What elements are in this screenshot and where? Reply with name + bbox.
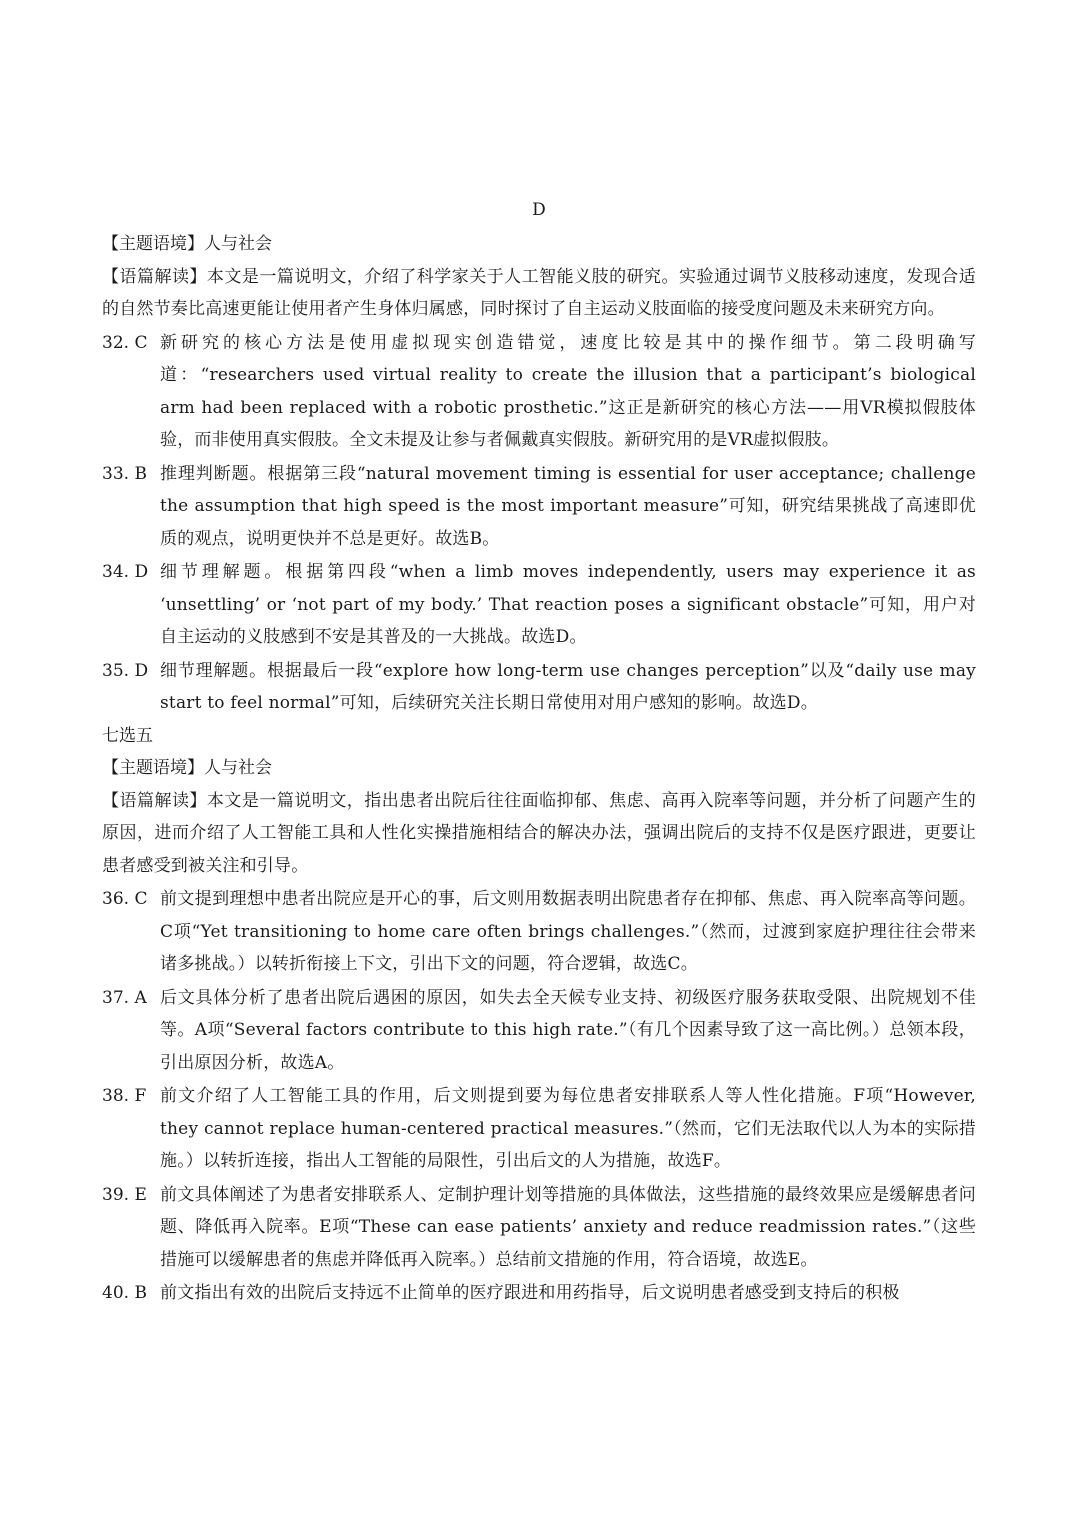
answer-explanation: 推理判断题。根据第三段“natural movement timing is essential for user acceptance; challenge the assumption that high speed is the most important measure”可知，研究结果挑战了高速即优质的观点，说明更快并不总是更好。故选B。 [160,463,976,549]
answer-explanation: 细节理解题。根据最后一段“explore how long-term use changes perception”以及“daily use may start to feel normal”可知，后续研究关注长期日常使用对用户感知的影响。故选D。 [160,660,976,713]
answer-number: 33. B [102,463,147,484]
answer-number: 34. D [102,562,149,582]
answer-item [102,327,976,457]
answer-item [102,556,976,654]
answer-number: 32. C [102,332,148,353]
answer-explanation: 前文指出有效的出院后支持远不止简单的医疗跟进和用药指导，后文说明患者感受到支持后的积极 [160,1283,900,1303]
answer-number: 35. D [102,660,149,681]
answer-explanation: 新研究的核心方法是使用虚拟现实创造错觉，速度比较是其中的操作细节。第二段明确写道：“researchers used virtual reality to create the illusion that a participant’s biological arm had been replaced with a robotic prosthetic.”这正是新研究的核心方法——用VR模拟假肢体验，而非使用真实假肢。全文未提及让参与者佩戴真实假肢。新研究用的是VR虚拟假肢。 [160,332,976,450]
answer-number: 39. E [102,1184,147,1205]
answer-explanation: 后文具体分析了患者出院后遇困的原因，如失去全天候专业支持、初级医疗服务获取受限、出院规划不佳等。A项“Several factors contribute to this high rate.”（有几个因素导致了这一高比例。）总领本段，引出原因分析，故选A。 [160,987,976,1073]
answer-item [102,1179,976,1277]
section-title: 七选五 [102,725,153,746]
answer-number: 38. F [102,1086,147,1106]
answer-number: 40. B [102,1283,147,1303]
section-letter: D [532,200,546,220]
theme-line: 【主题语境】人与社会 [102,234,272,254]
reading-summary: 【语篇解读】本文是一篇说明文，介绍了科学家关于人工智能义肢的研究。实验通过调节义肢移动速度，发现合适的自然节奏比高速更能让使用者产生身体归属感，同时探讨了自主运动义肢面临的接受度问题及未来研究方向。 [102,266,976,319]
answer-item [102,655,976,720]
answer-item [102,1080,976,1178]
answer-number: 36. C [102,889,148,909]
page-content [102,198,976,1310]
answer-explanation: 前文提到理想中患者出院应是开心的事，后文则用数据表明出院患者存在抑郁、焦虑、再入院率高等问题。C项“Yet transitioning to home care often brings challenges.”（然而，过渡到家庭护理往往会带来诸多挑战。）以转折衔接上下文，引出下文的问题，符合逻辑，故选C。 [160,889,976,974]
answer-item [102,982,976,1080]
answer-number: 37. A [102,987,147,1008]
answer-explanation: 前文具体阐述了为患者安排联系人、定制护理计划等措施的具体做法，这些措施的最终效果应是缓解患者问题、降低再入院率。E项“These can ease patients’ anxiety and reduce readmission rates.”（这些措施可以缓解患者的焦虑并降低再入院率。）总结前文措施的作用，符合语境，故选E。 [160,1184,976,1270]
answer-item [102,883,976,981]
answer-explanation: 细节理解题。根据第四段“when a limb moves independently, users may experience it as ‘unsettling’ or ‘not part of my body.’ That reaction poses a significant obstacle”可知，用户对自主运动的义肢感到不安是其普及的一大挑战。故选D。 [160,562,976,647]
reading-summary: 【语篇解读】本文是一篇说明文，指出患者出院后往往面临抑郁、焦虑、高再入院率等问题，并分析了问题产生的原因，进而介绍了人工智能工具和人性化实操措施相结合的解决办法，强调出院后的支持不仅是医疗跟进，更要让患者感受到被关注和引导。 [102,790,976,876]
answer-item [102,458,976,556]
answer-explanation: 前文介绍了人工智能工具的作用，后文则提到要为每位患者安排联系人等人性化措施。F项“However, they cannot replace human-centered practical measures.”（然而，它们无法取代以人为本的实际措施。）以转折连接，指出人工智能的局限性，引出后文的人为措施，故选F。 [160,1086,976,1171]
theme-line: 【主题语境】人与社会 [102,758,272,778]
answer-item [102,1277,976,1310]
